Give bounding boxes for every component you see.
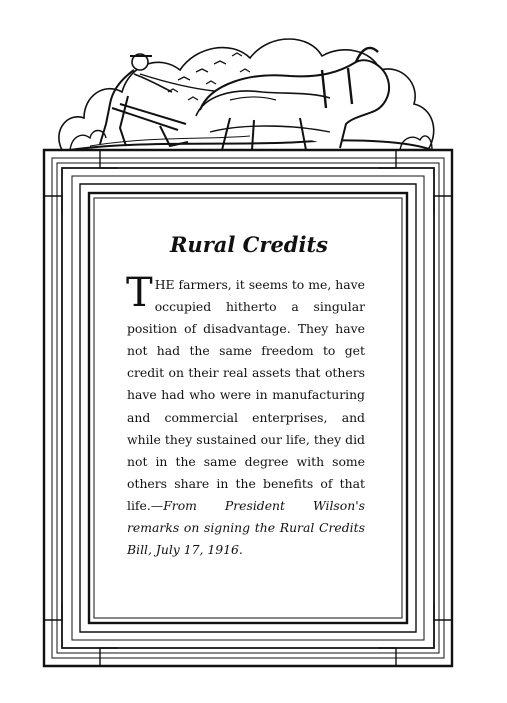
- farmer-plowing-illustration: [59, 39, 434, 150]
- quotation-body: HE farmers, it seems to me, have occupied hitherto a singular position of disadvantage. They have not had the same freedom to get credit on their real assets that others have had who were in manufacturing and commercial enterprises, and while they sustained our life, they did not in the same degree with some others share in the benefits of that life.: [127, 277, 365, 513]
- page-title: Rural Credits: [169, 232, 328, 257]
- attribution: —From President Wilson's remarks on signing the Rural Credits Bill, July 17, 1916.: [127, 497, 365, 558]
- drop-cap: T: [126, 270, 153, 316]
- quotation-text: [126, 270, 365, 561]
